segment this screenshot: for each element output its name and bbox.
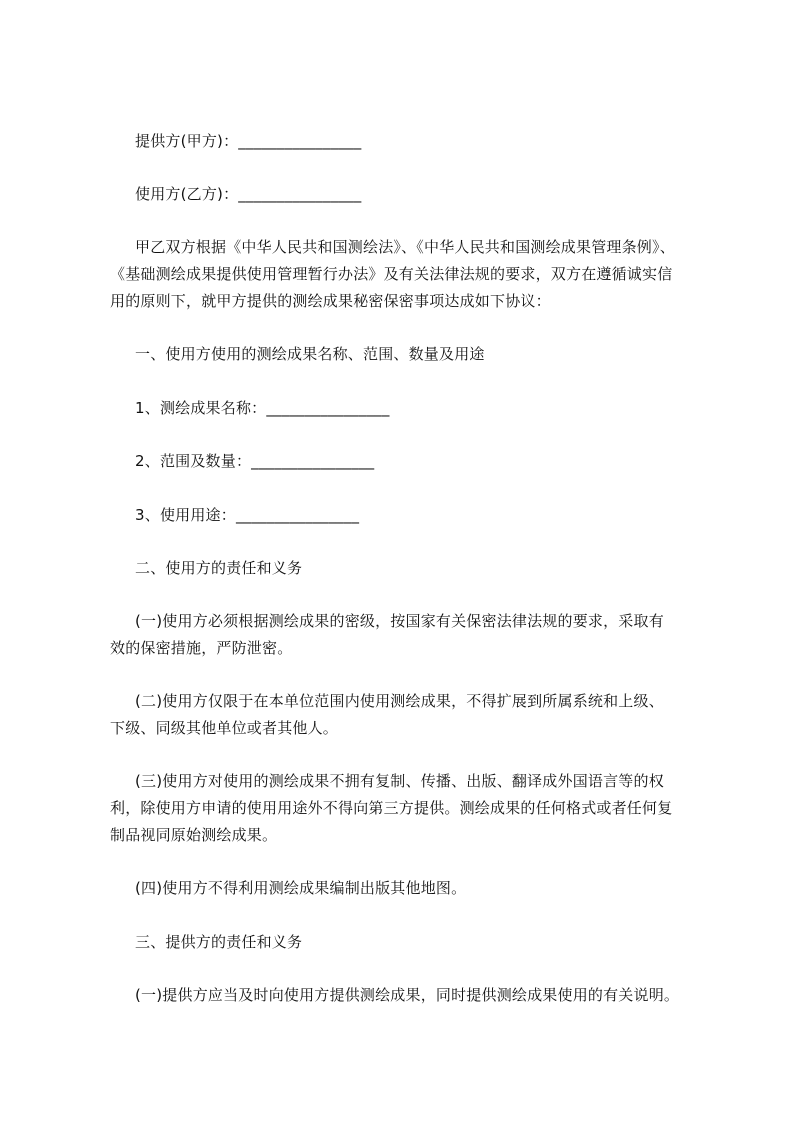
section3-clause1: (一)提供方应当及时向使用方提供测绘成果，同时提供测绘成果使用的有关说明。 — [135, 986, 680, 1004]
intro-paragraph — [110, 234, 710, 315]
user-line: 使用方(乙方)：________________ — [135, 185, 362, 203]
section1-heading: 一、使用方使用的测绘成果名称、范围、数量及用途 — [135, 345, 485, 363]
provider-line: 提供方(甲方)：________________ — [135, 132, 362, 150]
section2-clause3-line2: 利，除使用方申请的使用用途外不得向第三方提供。测绘成果的任何格式或者任何复 — [110, 799, 673, 817]
section2-clause2 — [110, 688, 710, 742]
section2-clause2-line2: 下级、同级其他单位或者其他人。 — [110, 719, 339, 737]
intro-line-3: 用的原则下，就甲方提供的测绘成果秘密保密事项达成如下协议： — [110, 292, 551, 310]
section2-heading: 二、使用方的责任和义务 — [135, 559, 303, 577]
section2-clause1-line2: 效的保密措施，严防泄密。 — [110, 639, 293, 657]
section2-clause4: (四)使用方不得利用测绘成果编制出版其他地图。 — [135, 879, 467, 897]
intro-line-2: 《基础测绘成果提供使用管理暂行办法》及有关法律法规的要求，双方在遵循诚实信 — [110, 265, 673, 283]
section2-clause1 — [110, 608, 710, 662]
section2-clause3-line1: (三)使用方对使用的测绘成果不拥有复制、传播、出版、翻译成外国语言等的权 — [135, 772, 664, 790]
section3-heading: 三、提供方的责任和义务 — [135, 933, 303, 951]
section2-clause3-line3: 制品视同原始测绘成果。 — [110, 826, 278, 844]
section2-clause3 — [110, 768, 710, 849]
section2-clause2-line1: (二)使用方仅限于在本单位范围内使用测绘成果，不得扩展到所属系统和上级、 — [135, 692, 664, 710]
section1-item2: 2、范围及数量：________________ — [135, 452, 375, 470]
intro-line-1: 甲乙双方根据《中华人民共和国测绘法》、《中华人民共和国测绘成果管理条例》、 — [135, 238, 675, 256]
section1-item1: 1、测绘成果名称：________________ — [135, 399, 390, 417]
section1-item3: 3、使用用途：________________ — [135, 506, 360, 524]
section2-clause1-line1: (一)使用方必须根据测绘成果的密级，按国家有关保密法律法规的要求，采取有 — [135, 612, 664, 630]
